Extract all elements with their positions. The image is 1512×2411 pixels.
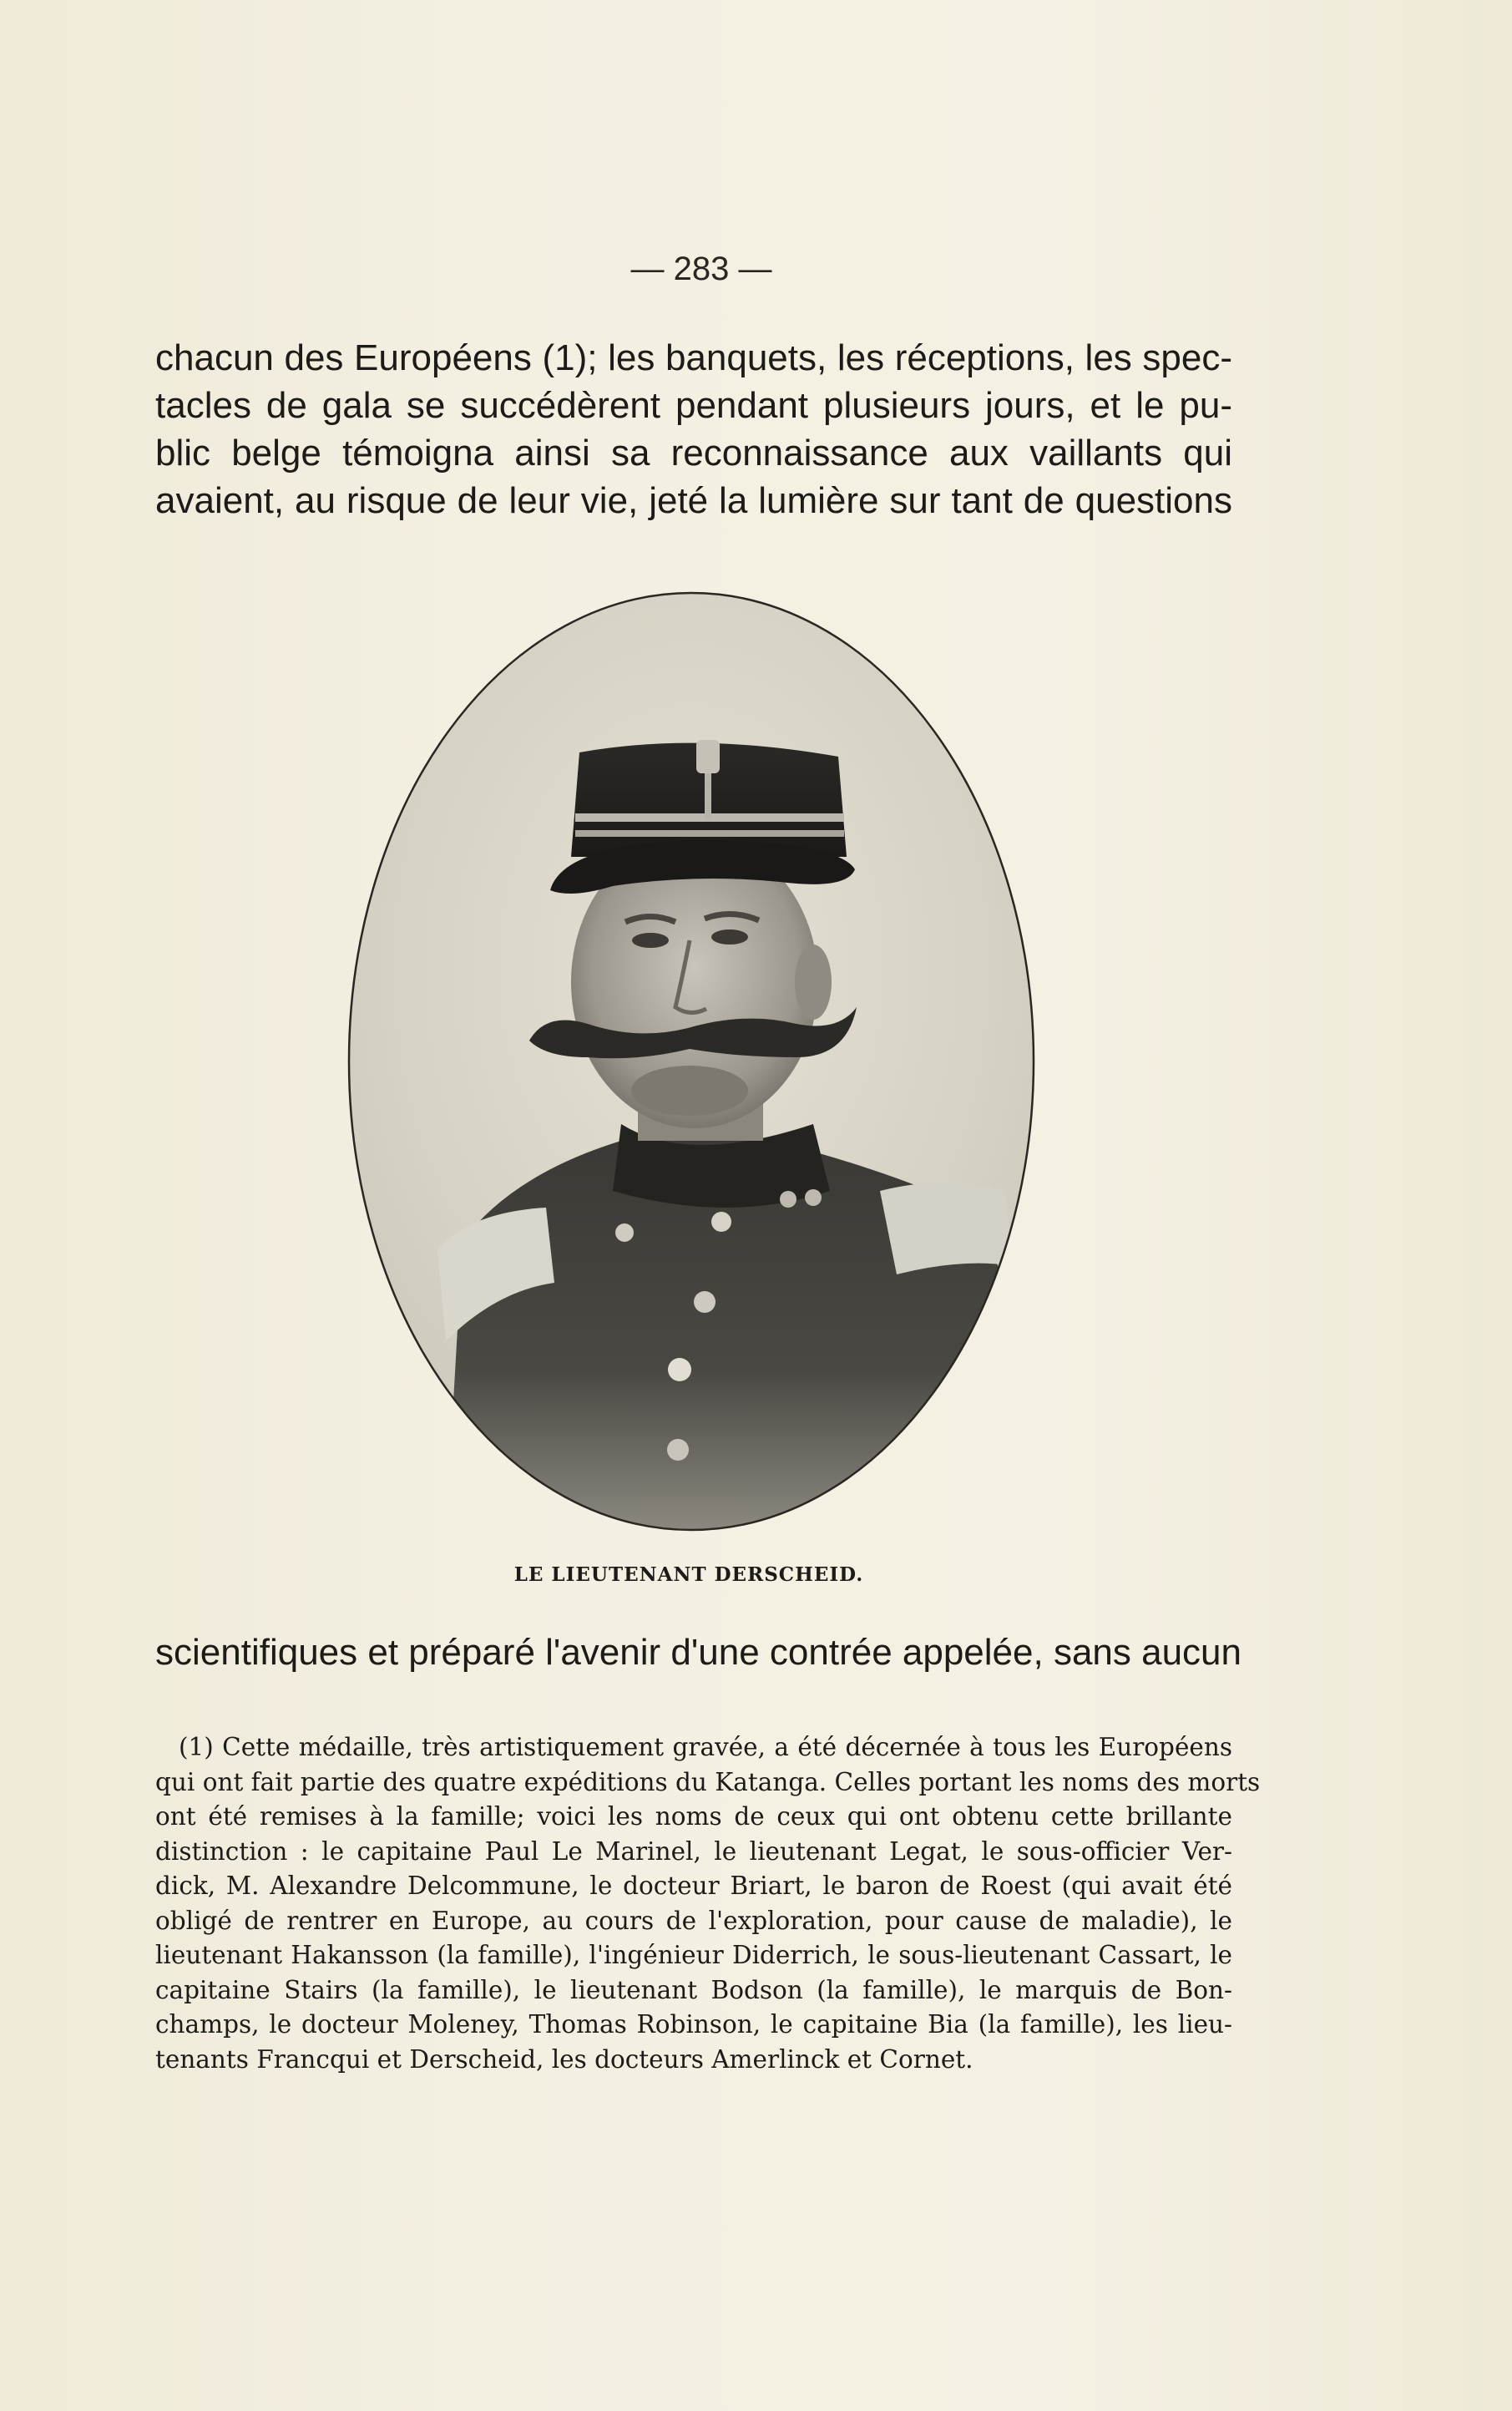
text-line: chacun des Européens (1); les banquets, les réceptions, les spec- xyxy=(155,337,1232,378)
bottom-paragraph xyxy=(155,1628,1241,1676)
footnote-line: champs, le docteur Moleney, Thomas Robinson, le capitaine Bia (la famille), les lieu- xyxy=(155,2010,1232,2039)
text-line: blic belge témoigna ainsi sa reconnaissance aux vaillants qui xyxy=(155,433,1232,474)
footnote-line: distinction : le capitaine Paul Le Marinel, le lieutenant Legat, le sous-officier Ver- xyxy=(155,1836,1232,1866)
portrait-photo xyxy=(346,590,1037,1533)
footnote-line: obligé de rentrer en Europe, au cours de l'exploration, pour cause de maladie), le xyxy=(155,1906,1232,1935)
footnote-line: lieutenant Hakansson (la famille), l'ingénieur Diderrich, le sous-lieutenant Cassart, le xyxy=(155,1941,1232,1969)
footnote-line: (1) Cette médaille, très artistiquement gravée, a été décernée à tous les Européens xyxy=(179,1733,1232,1761)
footnote-line: tenants Francqui et Derscheid, les docteurs Amerlinck et Cornet. xyxy=(155,2044,973,2074)
figure-caption: LE LIEUTENANT DERSCHEID. xyxy=(513,1563,864,1586)
text-line: scientifiques et préparé l'avenir d'une contrée appelée, sans aucun xyxy=(155,1632,1241,1673)
text-line: tacles de gala se succédèrent pendant plusieurs jours, et le pu- xyxy=(155,385,1232,426)
footnote-line: capitaine Stairs (la famille), le lieutenant Bodson (la famille), le marquis de Bon- xyxy=(155,1975,1232,2004)
text-line: avaient, au risque de leur vie, jeté la lumière sur tant de questions xyxy=(155,480,1232,521)
top-paragraph xyxy=(155,334,1232,524)
footnote-line: ont été remises à la famille; voici les noms de ceux qui ont obtenu cette brillante xyxy=(155,1802,1232,1831)
page-number: — 283 — xyxy=(630,251,772,287)
footnote-line: dick, M. Alexandre Delcommune, le docteur Briart, le baron de Roest (qui avait été xyxy=(155,1872,1232,1900)
footnote xyxy=(155,1730,1261,2077)
footnote-line: qui ont fait partie des quatre expéditions du Katanga. Celles portant les noms des morts xyxy=(155,1767,1261,1796)
